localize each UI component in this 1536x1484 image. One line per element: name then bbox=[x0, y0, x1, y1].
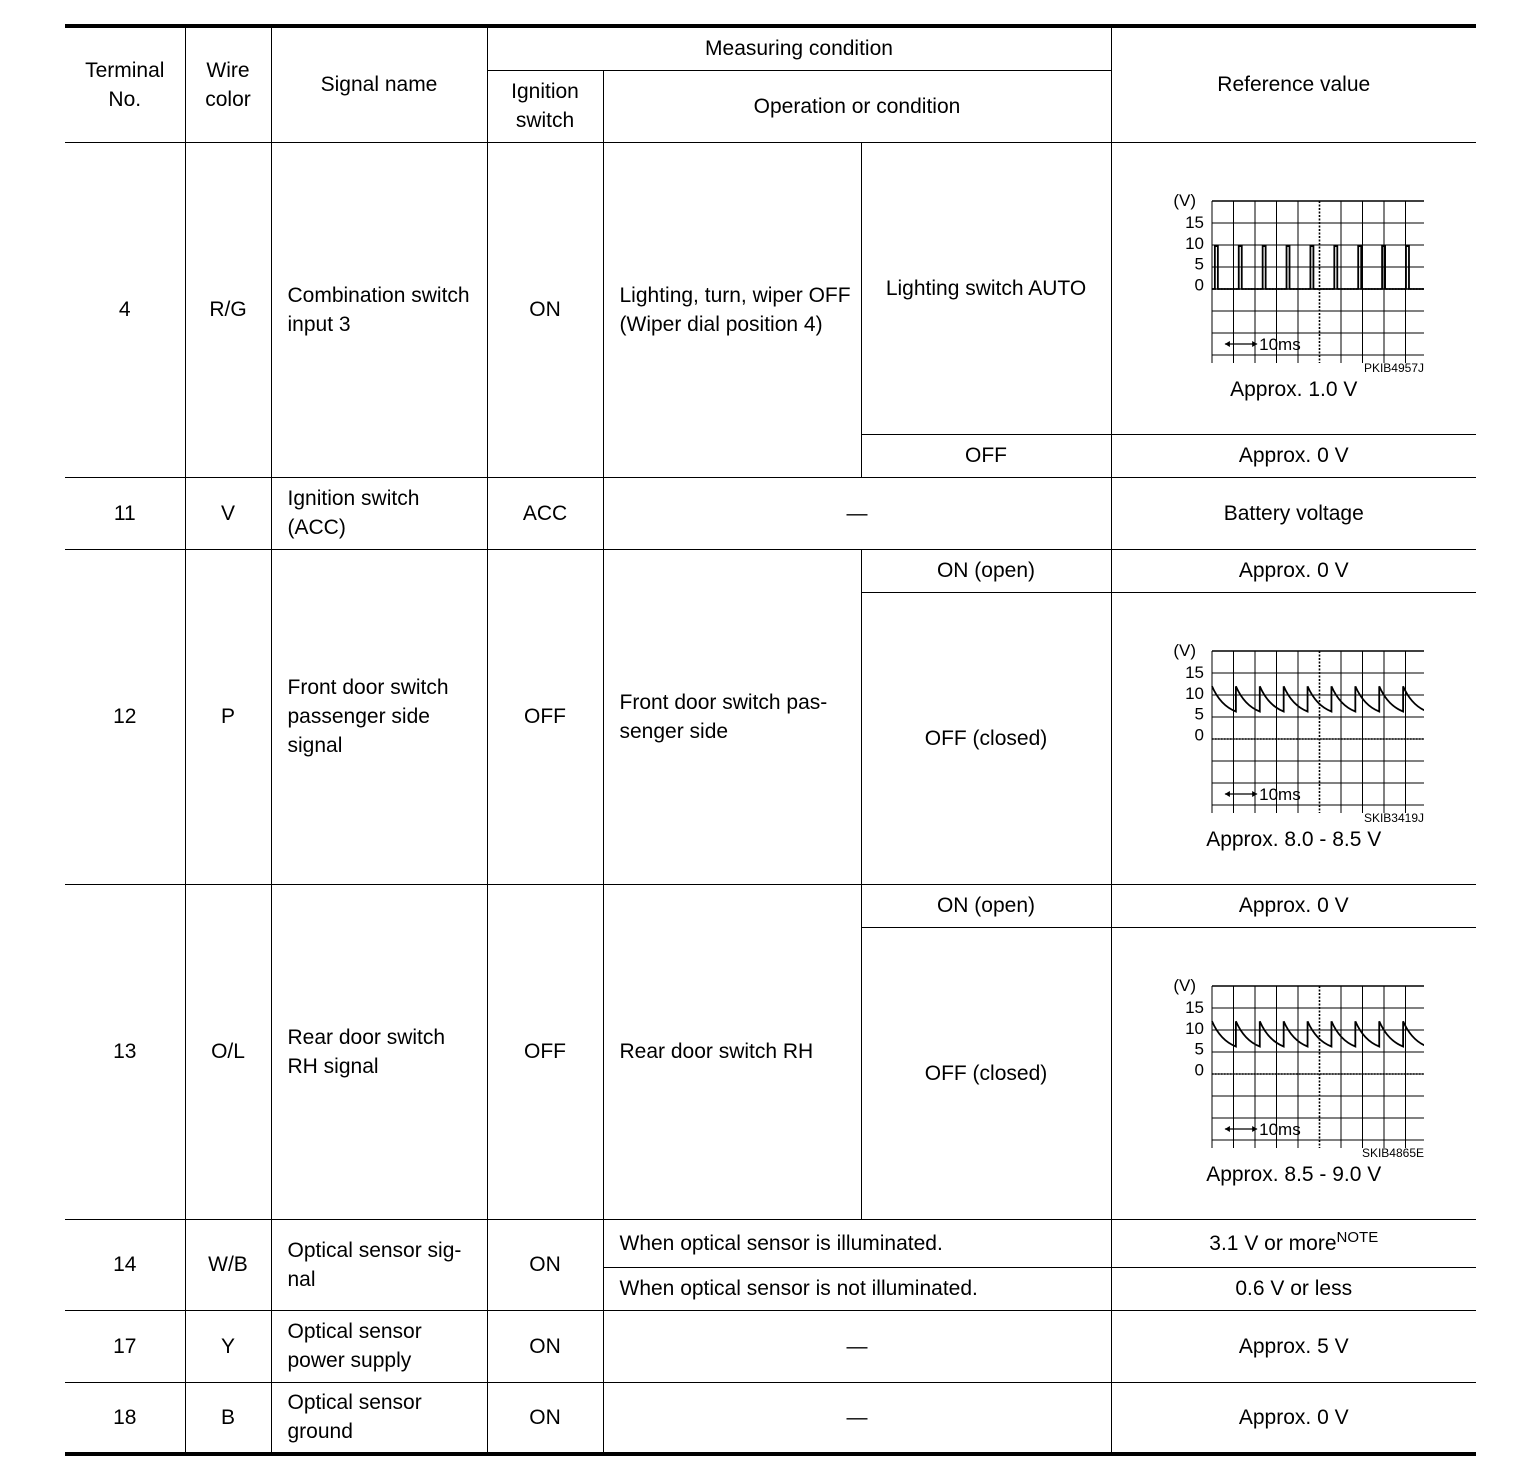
waveform-plot bbox=[1164, 173, 1424, 363]
y-tick-label: 15 bbox=[1184, 212, 1204, 232]
waveform-figure bbox=[1112, 173, 1477, 375]
operation: — bbox=[603, 1310, 1111, 1382]
timebase-label: 10ms bbox=[1258, 785, 1301, 804]
terminal-no: 12 bbox=[65, 549, 185, 884]
waveform-plot bbox=[1164, 623, 1424, 813]
timebase-label: 10ms bbox=[1258, 335, 1301, 354]
terminal-no: 4 bbox=[65, 142, 185, 477]
reference-value: Approx. 0 V bbox=[1111, 884, 1476, 927]
condition: OFF bbox=[861, 434, 1111, 477]
arrow-head-left bbox=[1225, 1126, 1230, 1132]
reference-value-text: Approx. 8.5 - 9.0 V bbox=[1206, 1163, 1382, 1186]
y-tick-label: 5 bbox=[1194, 1039, 1204, 1059]
ignition-switch: ON bbox=[487, 142, 603, 477]
terminal-no: 14 bbox=[65, 1219, 185, 1310]
waveform-id: SKIB4865E bbox=[1361, 1146, 1424, 1160]
axis-unit-label: (V) bbox=[1173, 976, 1196, 995]
header-measuring-condition: Measuring condition bbox=[487, 26, 1111, 70]
y-tick-label: 5 bbox=[1194, 704, 1204, 724]
header-row-1 bbox=[65, 26, 1476, 70]
reference-value: Battery voltage bbox=[1111, 477, 1476, 549]
wire-color: W/B bbox=[185, 1219, 271, 1310]
operation: — bbox=[603, 1382, 1111, 1454]
reference-value: Approx. 0 V bbox=[1111, 1382, 1476, 1454]
axis-unit-label: (V) bbox=[1173, 191, 1196, 210]
waveform-figure bbox=[1112, 623, 1477, 825]
signal-name: Optical sensor power supply bbox=[271, 1310, 487, 1382]
waveform-trace bbox=[1212, 686, 1424, 711]
reference-value: Approx. 5 V bbox=[1111, 1310, 1476, 1382]
reference-value bbox=[1111, 1219, 1476, 1267]
note-marker: NOTE bbox=[1336, 1228, 1379, 1246]
condition: Lighting switch AUTO bbox=[861, 142, 1111, 434]
condition: When optical sensor is not illuminated. bbox=[603, 1267, 1111, 1310]
header-wire-color: Wire color bbox=[185, 26, 271, 142]
y-tick-label: 15 bbox=[1184, 997, 1204, 1017]
y-tick-label: 10 bbox=[1184, 683, 1204, 703]
arrow-head-left bbox=[1225, 341, 1230, 347]
ignition-switch: ON bbox=[487, 1310, 603, 1382]
terminal-no: 18 bbox=[65, 1382, 185, 1454]
header-ignition-switch: Ignition switch bbox=[487, 70, 603, 142]
condition: ON (open) bbox=[861, 884, 1111, 927]
y-tick-label: 0 bbox=[1194, 1060, 1204, 1080]
y-tick-label: 15 bbox=[1184, 662, 1204, 682]
condition: OFF (closed) bbox=[861, 927, 1111, 1219]
ignition-switch: ON bbox=[487, 1219, 603, 1310]
y-tick-label: 10 bbox=[1184, 233, 1204, 253]
terminal-no: 11 bbox=[65, 477, 185, 549]
wire-color: Y bbox=[185, 1310, 271, 1382]
table-row bbox=[65, 1310, 1476, 1382]
signal-name: Optical sensor ground bbox=[271, 1382, 487, 1454]
table-row bbox=[65, 549, 1476, 592]
wire-color: R/G bbox=[185, 142, 271, 477]
table-row bbox=[65, 1219, 1476, 1267]
y-tick-label: 5 bbox=[1194, 254, 1204, 274]
operation: — bbox=[603, 477, 1111, 549]
wire-color: B bbox=[185, 1382, 271, 1454]
signal-name: Front door switch passenger side signal bbox=[271, 549, 487, 884]
condition: When optical sensor is illuminated. bbox=[603, 1219, 1111, 1267]
table-row bbox=[65, 1382, 1476, 1454]
waveform-figure bbox=[1112, 958, 1477, 1160]
table-row bbox=[65, 884, 1476, 927]
reference-value: 0.6 V or less bbox=[1111, 1267, 1476, 1310]
condition: ON (open) bbox=[861, 549, 1111, 592]
operation: Lighting, turn, wiper OFF (Wiper dial position 4) bbox=[603, 142, 861, 477]
y-tick-label: 0 bbox=[1194, 275, 1204, 295]
waveform-trace bbox=[1212, 1021, 1424, 1046]
reference-value-text: 3.1 V or more bbox=[1209, 1231, 1337, 1255]
waveform-plot bbox=[1164, 958, 1424, 1148]
y-tick-label: 0 bbox=[1194, 725, 1204, 745]
header-signal-name: Signal name bbox=[271, 26, 487, 142]
reference-value-text: Approx. 1.0 V bbox=[1230, 378, 1358, 401]
reference-value bbox=[1111, 592, 1476, 884]
wire-color: V bbox=[185, 477, 271, 549]
table-row bbox=[65, 142, 1476, 434]
waveform-id: SKIB3419J bbox=[1363, 811, 1424, 825]
operation: Rear door switch RH bbox=[603, 884, 861, 1219]
timebase-label: 10ms bbox=[1258, 1120, 1301, 1139]
wire-color: P bbox=[185, 549, 271, 884]
ignition-switch: OFF bbox=[487, 549, 603, 884]
terminal-no: 17 bbox=[65, 1310, 185, 1382]
terminal-no: 13 bbox=[65, 884, 185, 1219]
header-terminal-no: Terminal No. bbox=[65, 26, 185, 142]
wire-color: O/L bbox=[185, 884, 271, 1219]
terminal-spec-table bbox=[65, 24, 1476, 1456]
table-row bbox=[65, 477, 1476, 549]
reference-value-text: Approx. 8.0 - 8.5 V bbox=[1206, 828, 1382, 851]
condition: OFF (closed) bbox=[861, 592, 1111, 884]
axis-unit-label: (V) bbox=[1173, 641, 1196, 660]
ignition-switch: ACC bbox=[487, 477, 603, 549]
reference-value bbox=[1111, 142, 1476, 434]
ignition-switch: ON bbox=[487, 1382, 603, 1454]
header-reference-value: Reference value bbox=[1111, 26, 1476, 142]
header-operation-or-condition: Operation or condition bbox=[603, 70, 1111, 142]
operation: Front door switch pas-senger side bbox=[603, 549, 861, 884]
reference-value bbox=[1111, 927, 1476, 1219]
waveform-trace bbox=[1212, 246, 1424, 289]
signal-name: Optical sensor sig-nal bbox=[271, 1219, 487, 1310]
ignition-switch: OFF bbox=[487, 884, 603, 1219]
y-tick-label: 10 bbox=[1184, 1018, 1204, 1038]
reference-value: Approx. 0 V bbox=[1111, 434, 1476, 477]
waveform-id: PKIB4957J bbox=[1363, 361, 1424, 375]
signal-name: Combination switch input 3 bbox=[271, 142, 487, 477]
signal-name: Rear door switch RH signal bbox=[271, 884, 487, 1219]
arrow-head-left bbox=[1225, 791, 1230, 797]
signal-name: Ignition switch (ACC) bbox=[271, 477, 487, 549]
reference-value: Approx. 0 V bbox=[1111, 549, 1476, 592]
